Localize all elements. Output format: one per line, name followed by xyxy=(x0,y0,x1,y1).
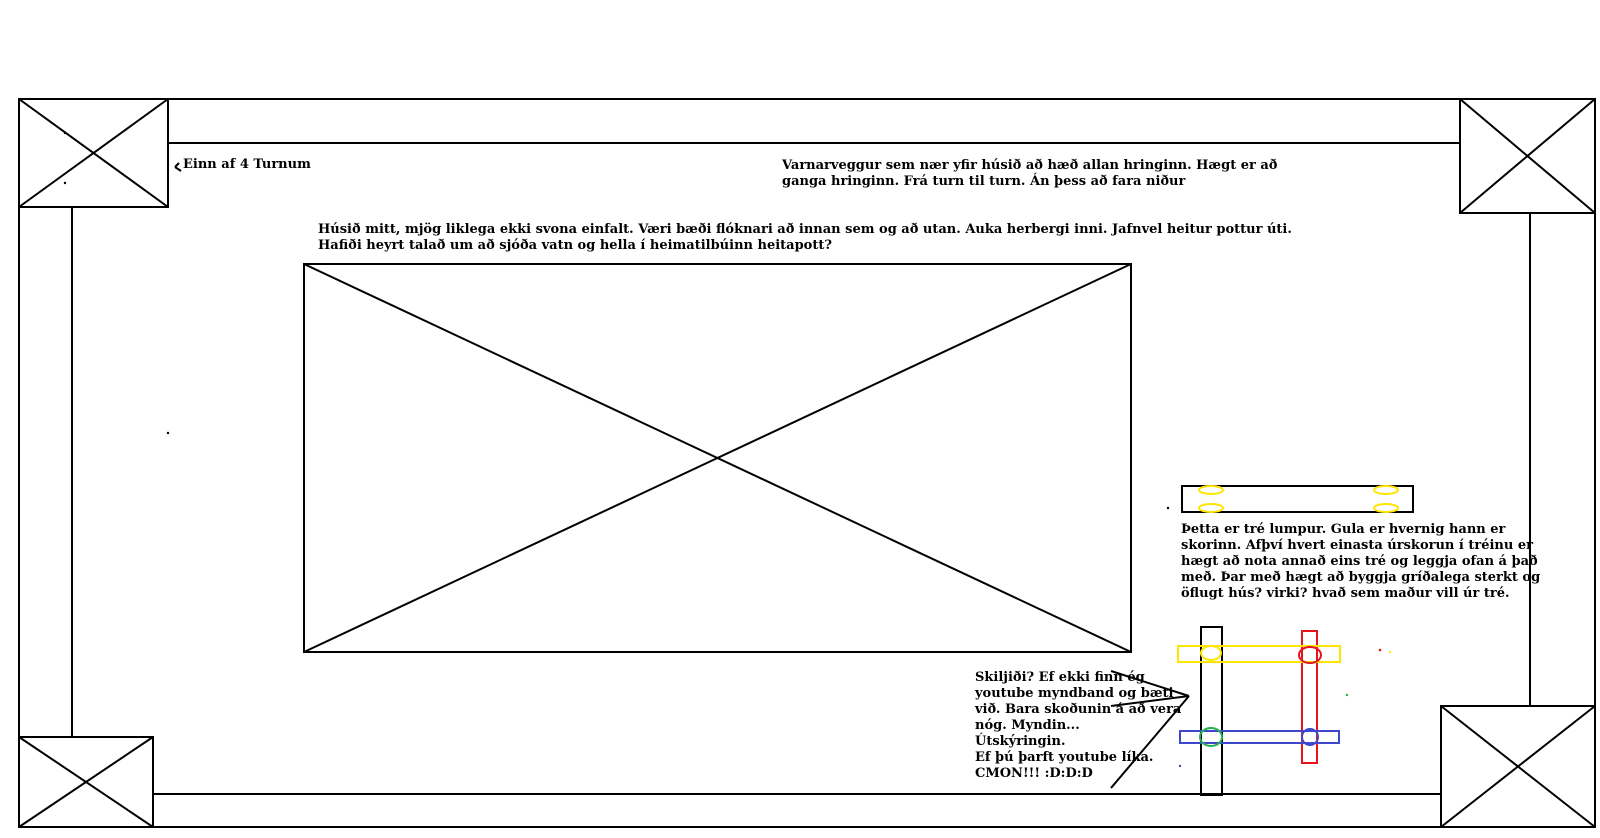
lumber-note xyxy=(1181,522,1540,602)
joint-drawing xyxy=(1178,627,1340,795)
lumber-note-line: með. Þar með hægt að byggja gríðalega sterkt og xyxy=(1181,570,1541,585)
house-note xyxy=(318,222,1292,254)
defensive-wall xyxy=(19,99,1595,827)
tower-arrow-icon xyxy=(175,163,181,171)
assembly-note-line: við. Bara skoðunin á að vera xyxy=(975,702,1182,717)
wall-note-line: ganga hringinn. Frá turn til turn. Án þess að fara niður xyxy=(782,174,1186,189)
lumber-note-line: öflugt hús? virki? hvað sem maður vill úr tré. xyxy=(1181,586,1510,601)
wall-note xyxy=(782,158,1277,190)
lumber-note-line: hægt að nota annað eins tré og leggja ofan á það xyxy=(1181,554,1538,569)
tower-top-right xyxy=(1460,99,1595,213)
tower-top-left xyxy=(19,99,168,207)
assembly-note-line: CMON!!! :D:D:D xyxy=(975,766,1093,781)
tower-bottom-right xyxy=(1441,706,1595,827)
lumber-beam xyxy=(1182,486,1413,512)
house-placeholder xyxy=(304,264,1131,652)
assembly-note-line: nóg. Myndin... xyxy=(975,718,1080,733)
house-note-line: Húsið mitt, mjög liklega ekki svona einfalt. Væri bæði flóknari að innan sem og að utan. Auka herbergi inni. Jafnvel heitur pottur úti. xyxy=(318,222,1292,237)
assembly-note-line: Skiljiði? Ef ekki finn ég xyxy=(975,670,1145,685)
assembly-note-line: youtube myndband og bæti xyxy=(975,686,1174,701)
assembly-note-line: Útskýringin. xyxy=(975,734,1066,749)
tower-bottom-left xyxy=(19,737,153,827)
lumber-note-line: Þetta er tré lumpur. Gula er hvernig hann er xyxy=(1181,522,1506,537)
lumber-note-line: skorinn. Afþví hvert einasta úrskorun í tréinu er xyxy=(1181,538,1533,553)
assembly-note-line: Ef þú þarft youtube líka. xyxy=(975,750,1154,765)
wall-note-line: Varnarveggur sem nær yfir húsið að hæð allan hringinn. Hægt er að xyxy=(782,158,1278,173)
house-note-line: Hafiði heyrt talað um að sjóða vatn og hella í heimatilbúinn heitapott? xyxy=(318,238,832,253)
lumber-notches xyxy=(1199,486,1398,512)
tower-label: Einn af 4 Turnum xyxy=(183,157,311,172)
assembly-note xyxy=(975,670,1181,782)
